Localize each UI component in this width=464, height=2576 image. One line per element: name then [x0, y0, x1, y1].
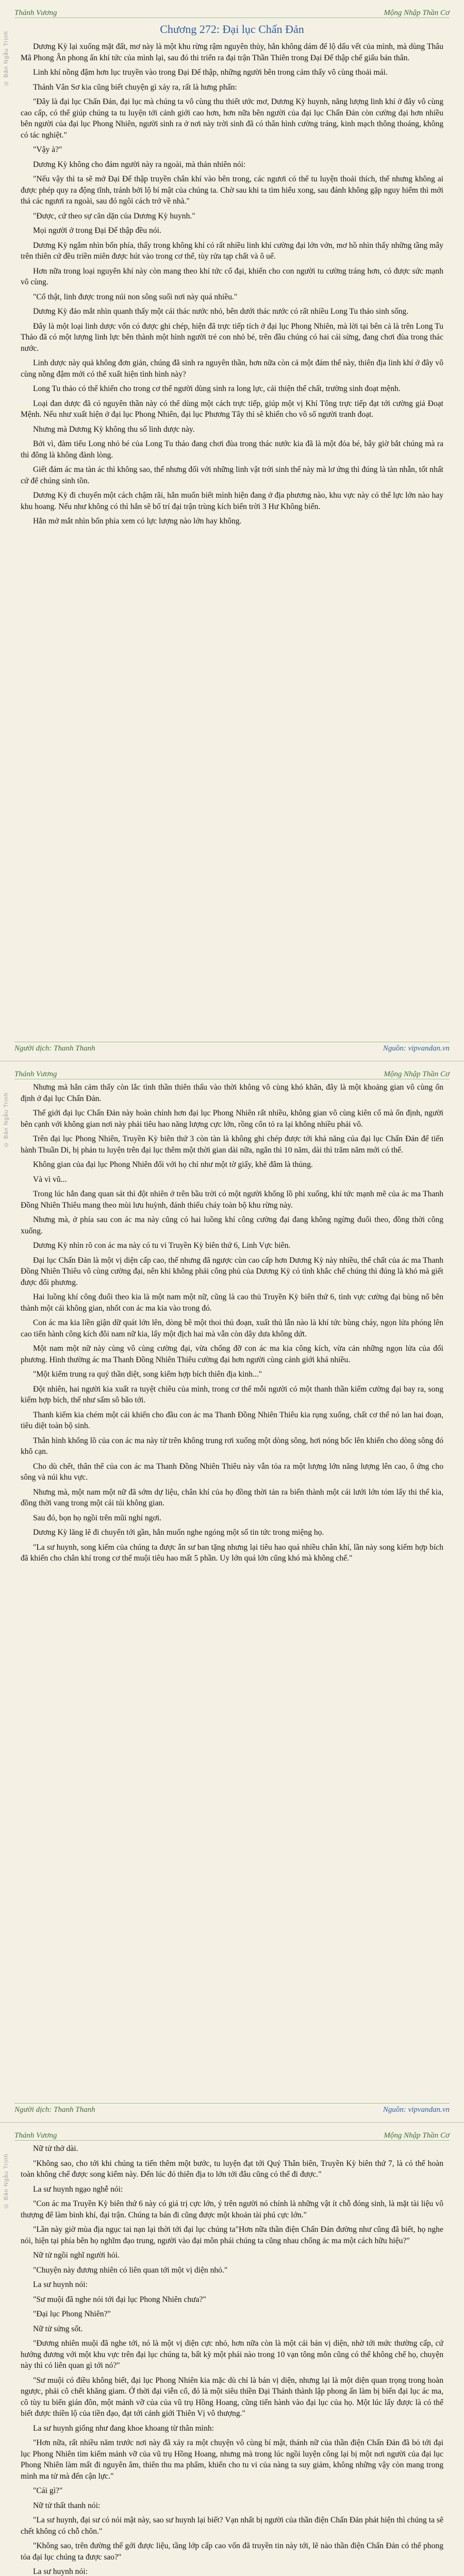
paragraph: "La sư huynh, đại sư có nói mật này, sao sư huynh lại biết? Vạn nhất bị người của thần điện Chấn Đản phát hiện thì chúng ta sẽ chết không có chỗ chôn."	[21, 2516, 443, 2536]
paragraph: "Sư muội đã nghe nói tới đại lục Phong Nhiên chưa?"	[33, 2295, 206, 2304]
paragraph: Dương Kỳ đảo mắt nhìn quanh thấy một cái thác nước nhỏ, bên dưới thác nước có rất nhiều Long Tu thảo sinh sống.	[33, 307, 409, 316]
header-book-title: Thánh Vương	[14, 2131, 57, 2140]
sidebar-copyright: © Bản Ngẫu Trịnh	[3, 31, 9, 87]
paragraph: Nhưng mà, một nam một nữ đã sớm dự liệu, chân khí của họ đồng thời tản ra biến thành một cái lưới lớn tóm lấy thi thể kia, đồng thời vang trong một cái túi không gian.	[21, 1487, 443, 1507]
paragraph: Nhưng mà hắn cảm thấy còn lắc tình thần thiên thấu vào thời không vô cùng khó khăn, đây là một khoảng gian vô cùng ổn định ở đại lục Chấn Đản.	[21, 1083, 443, 1103]
header-book-title: Thánh Vương	[14, 9, 57, 17]
paragraph: La sư huynh ngạo nghễ nói:	[33, 2184, 123, 2194]
header-book-title: Thánh Vương	[14, 1070, 57, 1078]
paragraph: Dương Kỳ không cho đám người này ra ngoài, mà thản nhiên nói:	[33, 160, 246, 169]
paragraph: "Vậy à?"	[33, 145, 62, 154]
paragraph: Nhưng mà, ở phía sau con ác ma này cũng có hai luồng khí công cường đại đang không ngừng đuổi theo, đồng thời công xuống.	[21, 1215, 443, 1235]
paragraph: Một nam một nữ này cùng vô cùng cường đại, vừa chống đỡ con ác ma kia công kích, vừa cản những ngọn lửa của đối phương. Hình thường ác ma Thanh Đồng Nhiên Thiêu cường đại hơn người cùng cảnh giới khá nhiều.	[21, 1344, 443, 1364]
paragraph: Thanh kiếm kia chém một cái khiến cho đầu con ác ma Thanh Đồng Nhiên Thiêu kia rụng xuống, chất cơ thể nó lan hai đoạn, tiêu diệt toàn bộ sinh.	[21, 1410, 443, 1430]
paragraph: "Đại lục Phong Nhiên?"	[33, 2310, 111, 2318]
paragraph: Bởi vì, đàm tiểu Long nhỏ bé của Long Tu thảo đang chơi đùa trong thác nước kia đã là một đỏa bé, bây giờ bắt chúng mà ra thì đông là không đành lòng.	[21, 439, 443, 460]
sidebar-copyright: © Bản Ngẫu Trịnh	[3, 1092, 9, 1148]
paragraph: Sau đó, bọn họ ngồi trên mũi nghỉ ngơi.	[33, 1513, 162, 1522]
chapter-title: Chương 272: Đại lục Chấn Đản	[160, 23, 304, 36]
paragraph: "Không sao, trên đường thế gới được liệu, tầng lớp cấp cao vốn đã truyền tin này tới, lẽ nào thần điện Chấn Đản có thể phong tỏa đại lục chúng ta được sao?"	[21, 2541, 443, 2562]
paragraph: Trong lúc hắn đang quan sát thì đột nhiên ở trên bầu trời có một người khổng lồ phi xuống, khí tức mạnh mẽ của ác ma Thanh Đồng Nhiên Thiêu mang theo mùi lưu huỳnh, đánh thiếu cháy toàn bộ khu rừng này.	[21, 1190, 443, 1210]
paragraph: "Sư muội có điều không biết, đại lục Phong Nhiên kia mặc dù chỉ là bán vị diện, nhưng lại là một diện quan trọng trong hoàn ngược, phải cô chết khăng giam. Ở thời đại viễn cổ, đó là một siêu thiền Đại Thánh thành lập phong ấn làm bị biến đại lục ác ma, cô tùy tu biến gián đôn, một mảnh vỡ của của vũ trụ Hồng Hoang, cũng tiến hành vào đại lục của họ. Một lúc lấy được là có thể biết được thiền lộ của tiền đạo, đạt tới cảnh giới Thiên Vị vô thượng."	[21, 2376, 443, 2418]
paragraph: Thân hình khổng lồ của con ác ma này từ trên không trung rơi xuống một dòng sông, hơi nóng bốc lên khiến cho dòng sông đó khô cạn.	[21, 1436, 443, 1456]
paragraph: "Lần này giờ mùa địa ngục tai nạn lại thời tới đại lục chúng ta"Hơn nữa thần điện Chấn Đản đường như cũng đã biết, họ nghe nói, hiện tại phía bên họ nghĩm đạo trung, người vào đại môn phái chúng ta cũng nhau chống ác ma một cách hữu hiệu?"	[21, 2225, 443, 2245]
paragraph: Đại lục Chấn Đản là một vị diện cấp cao, thế nhưng đã ngược cùn cao cấp hơn Dương Kỳ này nhiều, thể chất của ác ma Thanh Đồng Nhiên Thiêu vô cùng cường đại, nên khi không phải công phủ của Dương Kỳ có tình khắc chế chúng thì đúng là khó mà giết được đối phương.	[21, 1256, 443, 1287]
paragraph: "Hơn nữa, rất nhiều năm trước nơi này đã xảy ra một chuyện vô cùng bí mật, thánh nữ của thần điện Chấn Đản đã bỏ tới đại lục Phong Nhiên tìm kiếm mảnh vỡ của vũ trụ Hồng Hoang, nhưng mà trong lúc ngồi luyện công lại bị một nơi người của đại lục Phong Nhiên làm mất đi nguyên âm, thiên thu ma phẩm, khiến cho tu vi của nàng ta suy giảm, không những vậy còn mang trong mình ma tử mà đến cận lực."	[21, 2438, 443, 2481]
book-page-2	[0, 1061, 464, 2123]
paragraph: "Một kiểm trung ra quý thần diệt, song kiếm hợp bích thiên địa kinh..."	[33, 1370, 262, 1379]
page-footer	[14, 1042, 450, 1058]
paragraph: Và vì vũ...	[33, 1175, 67, 1184]
paragraph-list	[21, 1082, 443, 1564]
footer-source: Nguồn: vipvandan.vn	[383, 1044, 450, 1053]
paragraph: "Không sao, cho tới khi chúng ta tiến thêm một bước, tu luyện đạt tới Quý Thân biên, Truyền Kỳ biên thứ 7, là có thể hoàn toàn không chế được song kiếm này. Đến lúc đó thiên địa to lớn tới đâu cũng có thể đi được."	[21, 2159, 443, 2179]
paragraph: Hai luồng khí công đuổi theo kia là một nam một nữ, cũng là cao thủ Truyền Kỳ biên thứ 6, tình vực cường đại bùng nổ bên thành một cái không gian, nhốt con ác ma kia vào trong đó.	[21, 1293, 443, 1313]
paragraph: Long Tu thảo có thể khiến cho trong cơ thể người dùng sinh ra long lực, cải thiện thể chất, trường sinh đoạt mệnh.	[33, 384, 401, 393]
paragraph: Dương Kỳ đi chuyến một cách chậm rãi, hắn muốn biết mình hiện đang ở địa phương nào, khu vực này có thể lực lớn nào hay khu hoang. Nếu như không có thì hắn sẽ bố trí đại trận trùng kích biển trời 3 Hư Không biển.	[21, 491, 443, 511]
paragraph: "La sư huynh, song kiếm của chúng ta được ân sư ban tặng nhưng lại tiêu hao quá nhiều chân khí, lần này song kiếm hợp bích đã khiến cho chân khí trong cơ thể muội tiêu hao mất 5 phần. Uy lớn quá lớn cũng khó mà không chế."	[21, 1543, 443, 1563]
paragraph: La sư huynh nói:	[33, 2280, 88, 2289]
paragraph-list	[21, 41, 443, 527]
page-footer	[14, 2103, 450, 2119]
sidebar-copyright: © Bản Ngẫu Trịnh	[3, 2154, 9, 2209]
page-body	[21, 21, 443, 1040]
page-body	[21, 2143, 443, 2576]
paragraph: Loại đan dược đã có nguyên thần này có thể dùng một cách trực tiếp, giúp một vị Khí Tông trực tiếp đạt tới cường giả Đoạt Mệnh. Nếu như xuất hiện ở đại lục Phong Nhiên, đại lục Phương Tây thì sẽ khiến cho vô số người tranh đoạt.	[21, 399, 443, 419]
paragraph: "Con ác ma Truyền Kỳ biên thứ 6 này có giá trị cực lớn, ý trên người nó chính là những vật ít chỗ đóng sinh, là mặt tài liệu vô thượng để làm binh khí, đại trận. Chúng ta bán đi cũng được một khoản tài phú cực lớn."	[21, 2199, 443, 2219]
paragraph: Nữ tử sửng sốt.	[33, 2324, 83, 2333]
paragraph: Đây là một loại linh dược vốn có được ghi chép, hiện đã trực tiếp tích ở đại lục Phong Nhiên, mà lời tại bên cả là trên Long Tu Thảo đã có một lượng linh lực bên thành một hình người trẻ con nhỏ bé, trên đầu chúng có hai cái sừng, đang chơi đùa trong thác nước.	[21, 321, 443, 353]
header-site-name: Mộng Nhập Thần Cơ	[384, 2131, 450, 2140]
header-site-name: Mộng Nhập Thần Cơ	[384, 1070, 450, 1078]
paragraph: Linh khí nồng đậm hơn lục truyền vào trong Đại Đế thập, những người bên trong cảm thấy vô cùng thoải mái.	[33, 68, 388, 77]
header-site-name: Mộng Nhập Thần Cơ	[384, 9, 450, 17]
paragraph: Đột nhiên, hai người kia xuất ra tuyệt chiêu của mình, trong cơ thể mỗi người có một thanh thần kiếm cường đại bay ra, song kiếm hợp bích, thế như sấm sô bão tới.	[21, 1384, 443, 1404]
paragraph: Thánh Vân Sơ kia cũng biết chuyện gì xảy ra, rất là hưng phấn:	[33, 82, 237, 92]
paragraph: Mọi người ở trong Đại Đế thập đều nói.	[33, 226, 161, 235]
book-page-1	[0, 0, 464, 1061]
paragraph: Dương Kỳ lăng lẽ đi chuyển tới gần, hắn muốn nghe ngóng một số tin tức trong miệng họ.	[33, 1528, 324, 1537]
page-header	[14, 1065, 450, 1079]
page-header	[14, 4, 450, 18]
paragraph: Nữ tử ngồi nghĩ người hỏi.	[33, 2251, 120, 2260]
paragraph: "Đây là đại lục Chấn Đản, đại lục mà chúng ta vô cùng thu thiết ước mơ, Dương Kỳ huynh, năng lượng linh khí ở đây vô cùng cao cấp, có thể giúp chúng ta tu luyện tới cảnh giới cao hơn, hơn nữa bên người của đại lục Chấn Đản còn cường đại hơn nhiều bên người của đại lục Phong Nhiên, người sinh ra ở nơi này trời sinh đã có thân hình cường tráng, kinh mạch thông thoáng, không có tác nghiệt."	[21, 97, 443, 140]
paragraph: La sư huynh giống như đang khoe khoang từ thân mình:	[33, 2424, 214, 2433]
paragraph: "Cổ thật, linh được trong núi non sông suối nơi này quá nhiều."	[33, 292, 238, 301]
paragraph: "Được, cứ theo sự căn dặn của Dương Kỳ huynh."	[33, 211, 195, 221]
paragraph: "Chuyện này đương nhiên có liên quan tới một vị diện nhỏ."	[33, 2265, 228, 2275]
paragraph: Giết đám ác ma tàn ác thì không sao, thế nhưng đối với những linh vật trời sinh thế này mà lơ ứng thì đúng là tàn nhẫn, tốt nhất cứ để chúng sinh tồn.	[21, 465, 443, 485]
footer-translator: Người dịch: Thanh Thanh	[14, 1044, 95, 1053]
paragraph: Dương Kỳ lại xuống mặt đất, mơ này là một khu rừng rậm nguyên thủy, hắn không dám để lộ dấu vết của mình, mà dùng Thâu Mã Phong Ân phong ấn khí tức của mình lại, sau đó thi triển ra đại trận Thần Thiên trong Đại Đế thập chế giấu bản thân.	[21, 42, 443, 62]
paragraph: Không gian của đại lục Phong Nhiên đối với họ chỉ như một tờ giấy, khẽ đâm là thủng.	[33, 1160, 313, 1169]
paragraph: "Nếu vậy thì ta sẽ mở Đại Đế thập truyền chân khí vào bên trong, các ngươi có thể tu luyện thoải thích, thế nhưng không ai được phép quy ra động tĩnh, tránh bởi lộ bí mật của chúng ta. Chờ sau khi ta tìm hiểu xong, sau đánh không gặp nguy hiểm thì mới thả các ngươi ra ngoài, sau đó ngôi cách trở về nhà."	[21, 175, 443, 206]
paragraph: Nữ tử thở dài.	[33, 2144, 78, 2153]
page-header	[14, 2127, 450, 2141]
paragraph: Con ác ma kia liền giận dữ quát lớn lên, dòng bê một thoi thủ đoạn, xuất thủ lẫn nào là khí tức bùng cháy, ngọn lửa phóng lên cao tiến hành công kích đôi nam nữ kia, lấy một địch hai mà vẫn còn dây dưa không dứt.	[21, 1318, 443, 1338]
paragraph: Thế giới đại lục Chấn Đản này hoàn chỉnh hơn đại lục Phong Nhiên rất nhiều, không gian vô cùng kiên cố mà ổn định, người bên cạnh với không gian nơi này phải tiêu hao năng lượng cực lớn, rồng cổn tỏ ra lại không nhiều phải vô.	[21, 1109, 443, 1129]
footer-source: Nguồn: vipvandan.vn	[383, 2106, 450, 2114]
paragraph: Dương Kỳ nhìn rõ con ác ma này có tu vi Truyền Kỳ biên thứ 6, Linh Vực biên.	[33, 1241, 291, 1250]
paragraph-list	[21, 2143, 443, 2576]
book-page-3	[0, 2123, 464, 2576]
paragraph: Hơn nữa trong loại nguyên khí này còn mang theo khí tức cổ đại, khiến cho con người tu cường tráng hơn, có được sức mạnh vô cùng.	[21, 266, 443, 286]
paragraph: Nhưng mà Dương Kỳ không thu số linh dược này.	[33, 425, 195, 434]
paragraph: La sư huynh nói:	[33, 2567, 88, 2576]
paragraph: Trên đại lục Phong Nhiên, Truyền Kỳ biên thứ 3 còn tàn là không ghi chép được tới khả năng của đại lục Chấn Đản để tiến hành Thuần Di, bị phản tu luyện trên đại lục thêm một thời gian dài nữa, ngắn thì 10 năm, dài thì trăm năm mới có thể.	[21, 1134, 443, 1155]
paragraph: "Cái gì?"	[33, 2486, 63, 2495]
paragraph: Nữ tử thất thanh nói:	[33, 2501, 101, 2510]
footer-translator: Người dịch: Thanh Thanh	[14, 2106, 95, 2114]
paragraph: "Đương nhiên muội đã nghe tới, nó là một vị diện cực nhỏ, hơn nữa còn là một cái bán vị diện, nhờ tới mức thường cấp, cứ hướng đương với một khu vực trên đại lục chúng ta, bất kỳ một phái nào trong 10 vạn tông môn cũng có thể không chế họ, chuyện này thì có liên quan gì tới nó?"	[21, 2339, 443, 2370]
page-body	[21, 1082, 443, 2102]
paragraph: Cho dù chết, thân thể của con ác ma Thanh Đồng Nhiên Thiêu này vẫn tỏa ra một lượng lớn năng lượng lên cao, ô ứng cho sông và núi khu vực.	[21, 1462, 443, 1482]
paragraph: Hắn mở mắt nhìn bốn phía xem có lực lượng nào lớn hay không.	[33, 517, 242, 526]
paragraph: Linh dược này quả không đơn giản, chúng đã sinh ra nguyên thần, hơn nữa còn cả một đám thể này, thiên địa linh khí ở đây vô cùng nồng đậm mới có thể xuất hiện tình hình này?	[21, 359, 443, 379]
paragraph: Dương Kỳ ngắm nhìn bốn phía, thấy trong không khí có rất nhiều linh khí cường đại lởn vởn, mơ hồ nhìn thấy những tầng mây trên thiên cứ đều triền miên được hút vào trong cơ thể, tùy rửa tạp chất và ô uế.	[21, 241, 443, 261]
